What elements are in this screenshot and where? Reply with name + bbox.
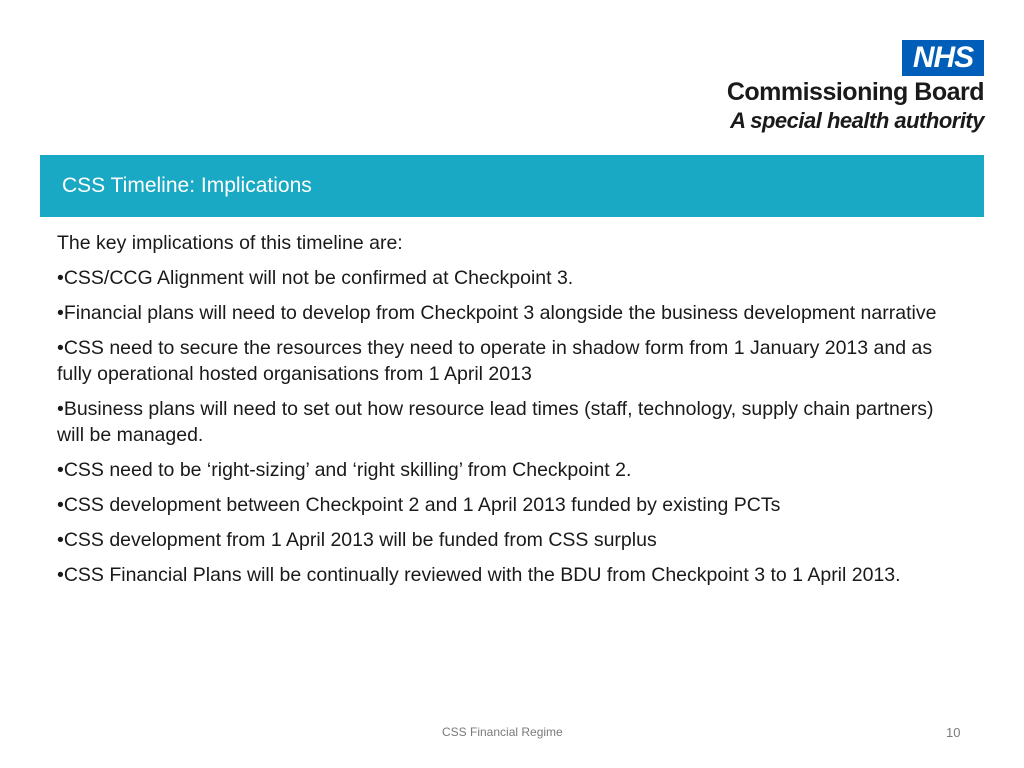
bullet-item: •Financial plans will need to develop from Checkpoint 3 alongside the business development narrative bbox=[57, 302, 937, 324]
intro-text: The key implications of this timeline are: bbox=[57, 232, 403, 254]
bullet-item: •Business plans will need to set out how resource lead times (staff, technology, supply chain partners) will be managed. bbox=[57, 398, 934, 446]
nhs-logo bbox=[684, 40, 984, 136]
slide-body bbox=[57, 230, 957, 597]
title-bar bbox=[40, 155, 984, 217]
bullet-item: •CSS development between Checkpoint 2 and 1 April 2013 funded by existing PCTs bbox=[57, 494, 781, 516]
bullet-item: •CSS/CCG Alignment will not be confirmed at Checkpoint 3. bbox=[57, 267, 574, 289]
bullet-item: •CSS need to be ‘right-sizing’ and ‘right skilling’ from Checkpoint 2. bbox=[57, 459, 632, 481]
page-number: 10 bbox=[946, 725, 961, 740]
footer-text: CSS Financial Regime bbox=[442, 725, 563, 739]
organisation-name: Commissioning Board bbox=[726, 78, 984, 106]
slide-title: CSS Timeline: Implications bbox=[62, 174, 312, 197]
bullet-item: •CSS development from 1 April 2013 will be funded from CSS surplus bbox=[57, 529, 657, 551]
organisation-tagline: A special health authority bbox=[730, 108, 984, 133]
nhs-badge: NHS bbox=[902, 40, 984, 76]
bullet-item: •CSS Financial Plans will be continually reviewed with the BDU from Checkpoint 3 to 1 April 2013. bbox=[57, 564, 901, 586]
bullet-item: •CSS need to secure the resources they need to operate in shadow form from 1 January 2013 and as fully operational hosted organisations from 1 April 2013 bbox=[57, 337, 933, 385]
